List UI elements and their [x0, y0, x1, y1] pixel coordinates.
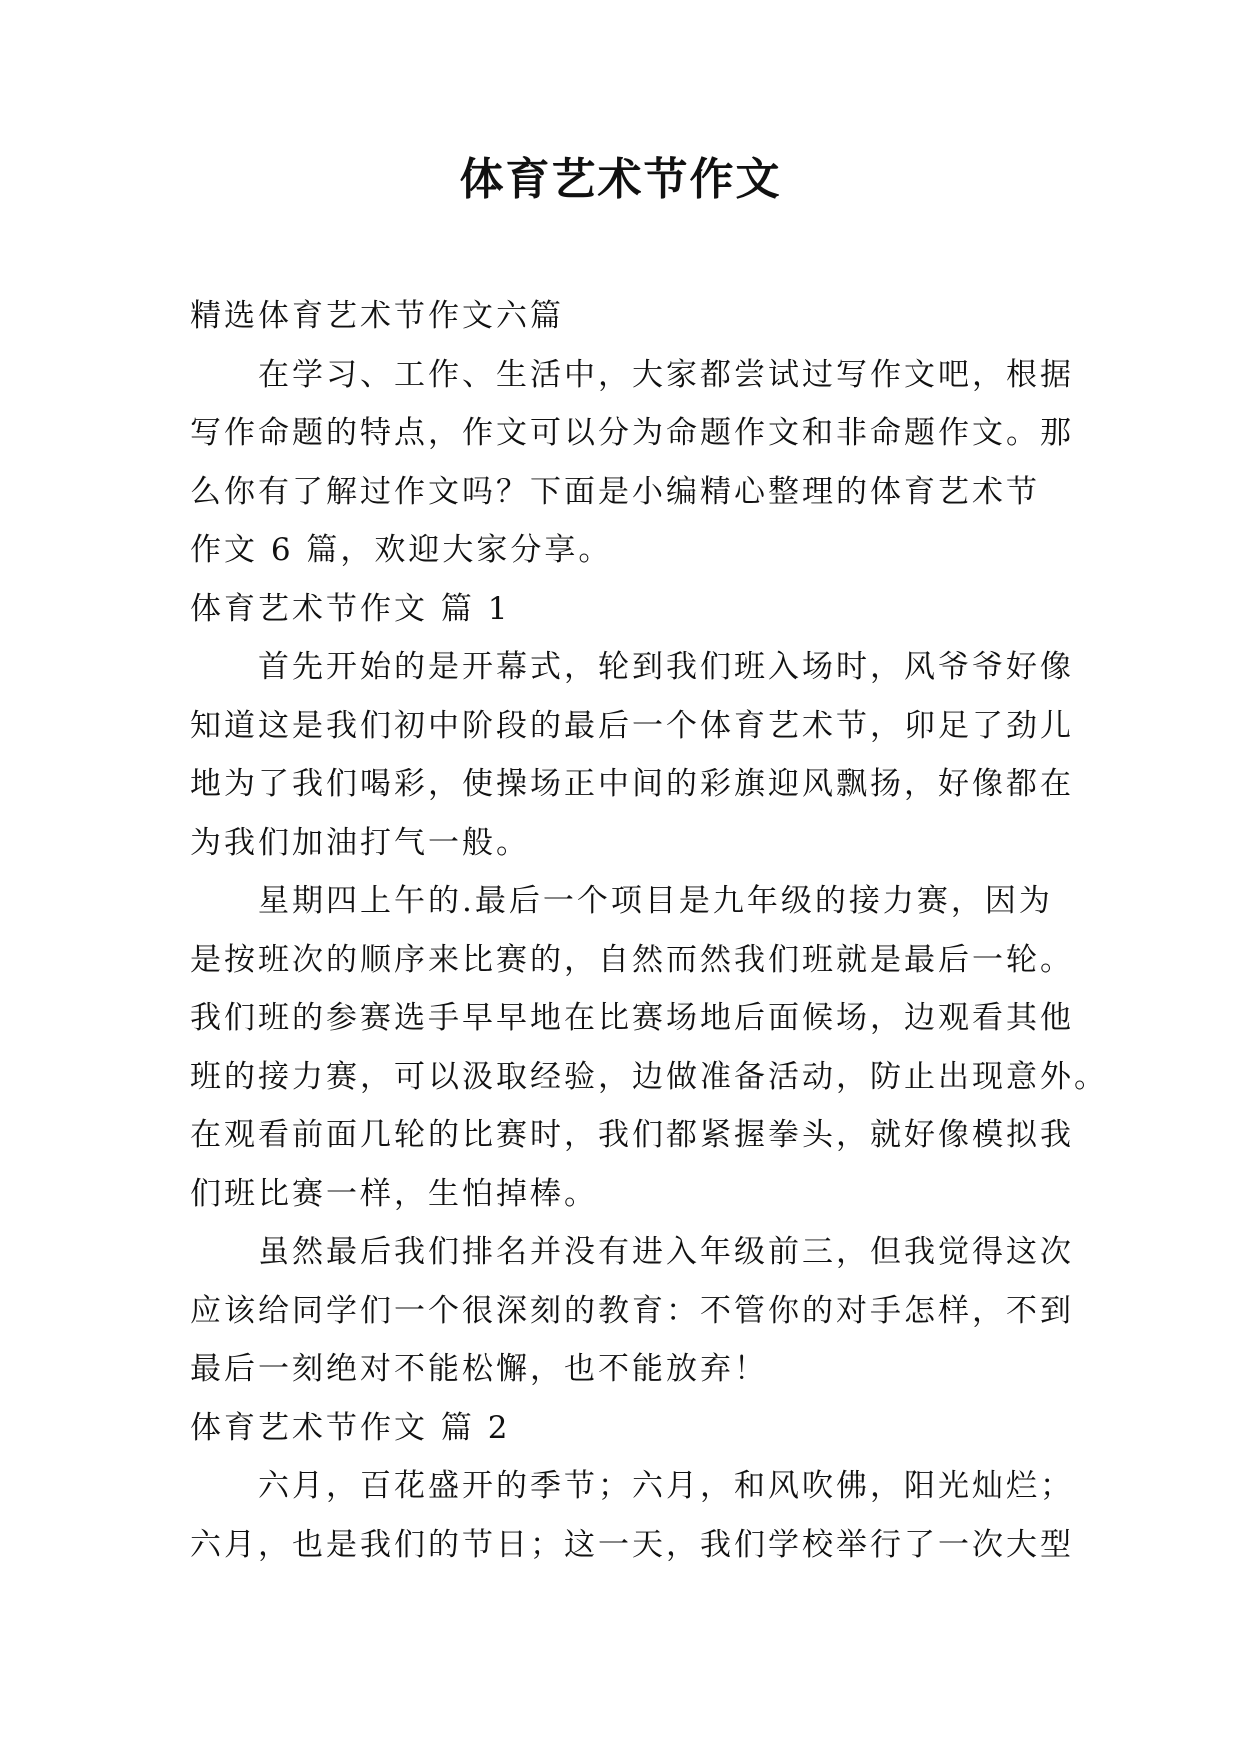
body-line: 应该给同学们一个很深刻的教育：不管你的对手怎样，不到 — [190, 1292, 1074, 1329]
body-line: 么你有了解过作文吗？下面是小编精心整理的体育艺术节 — [190, 473, 1040, 510]
body-line: 我们班的参赛选手早早地在比赛场地后面候场，边观看其他 — [190, 1000, 1074, 1036]
body-line: 体育艺术节作文 篇 1 — [190, 590, 511, 627]
body-line: 在观看前面几轮的比赛时，我们都紧握拳头，就好像模拟我 — [190, 1117, 1074, 1153]
body-line: 六月，也是我们的节日；这一天，我们学校举行了一次大型 — [190, 1526, 1074, 1563]
document-body — [190, 287, 1108, 1574]
body-line: 作文 6 篇，欢迎大家分享。 — [190, 532, 613, 568]
body-line: 精选体育艺术节作文六篇 — [190, 298, 564, 334]
body-line: 为我们加油打气一般。 — [190, 824, 530, 861]
body-line: 们班比赛一样，生怕掉棒。 — [190, 1175, 598, 1212]
document-title: 体育艺术节作文 — [459, 154, 782, 205]
body-line: 星期四上午的.最后一个项目是九年级的接力赛，因为 — [258, 883, 1053, 919]
body-line: 知道这是我们初中阶段的最后一个体育艺术节，卯足了劲儿 — [190, 707, 1074, 744]
body-line: 地为了我们喝彩，使操场正中间的彩旗迎风飘扬，好像都在 — [190, 766, 1074, 802]
body-line: 虽然最后我们排名并没有进入年级前三，但我觉得这次 — [258, 1234, 1074, 1270]
body-line: 是按班次的顺序来比赛的，自然而然我们班就是最后一轮。 — [190, 941, 1074, 978]
body-line: 写作命题的特点，作文可以分为命题作文和非命题作文。那 — [190, 415, 1074, 451]
body-line: 在学习、工作、生活中，大家都尝试过写作文吧，根据 — [258, 356, 1074, 393]
body-line: 首先开始的是开幕式，轮到我们班入场时，风爷爷好像 — [258, 649, 1074, 685]
body-line: 最后一刻绝对不能松懈，也不能放弃！ — [190, 1351, 768, 1387]
body-line: 体育艺术节作文 篇 2 — [190, 1409, 511, 1446]
body-line: 六月，百花盛开的季节；六月，和风吹佛，阳光灿烂； — [258, 1468, 1074, 1504]
body-line: 班的接力赛，可以汲取经验，边做准备活动，防止出现意外。 — [190, 1058, 1108, 1095]
